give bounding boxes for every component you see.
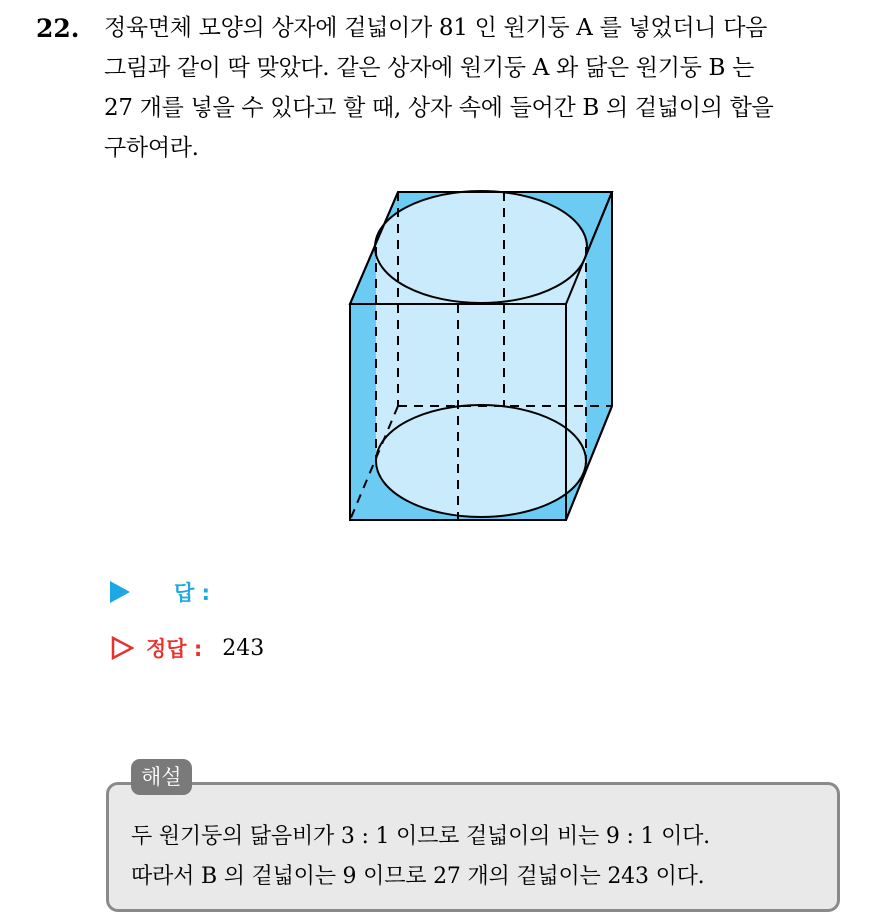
- problem-text-line: 27 개를 넣을 수 있다고 할 때, 상자 속에 들어간 B 의 겉넓이의 합을: [104, 95, 774, 121]
- correct-answer-label: 정답 :: [146, 637, 203, 661]
- solution-box: [106, 765, 840, 912]
- answer-label: 답 :: [174, 581, 210, 605]
- solution-line: 따라서 B 의 겉넓이는 9 이므로 27 개의 겉넓이는 243 이다.: [131, 864, 705, 889]
- solution-line: 두 원기둥의 닮음비가 3 : 1 이므로 겉넓이의 비는 9 : 1 이다.: [131, 824, 710, 849]
- problem-text-line: 그림과 같이 딱 맞았다. 같은 상자에 원기둥 A 와 닮은 원기둥 B 는: [104, 55, 755, 81]
- problem-number: 22.: [36, 14, 80, 43]
- problem-text-line: 정육면체 모양의 상자에 겉넓이가 81 인 원기둥 A 를 넣었더니 다음: [104, 15, 768, 41]
- solution-text: [131, 817, 710, 897]
- correct-answer-row: [110, 630, 264, 666]
- cube-cylinder-figure: [345, 188, 617, 524]
- answer-row: [110, 574, 210, 610]
- play-triangle-icon: [110, 581, 130, 603]
- problem-text-line: 구하여라.: [104, 135, 199, 161]
- correct-answer-value: 243: [222, 635, 265, 661]
- cylinder-top-ellipse: [375, 191, 587, 303]
- problem-text: [104, 8, 874, 168]
- outline-triangle-icon: [110, 636, 134, 660]
- solution-tag: 해설: [131, 759, 192, 795]
